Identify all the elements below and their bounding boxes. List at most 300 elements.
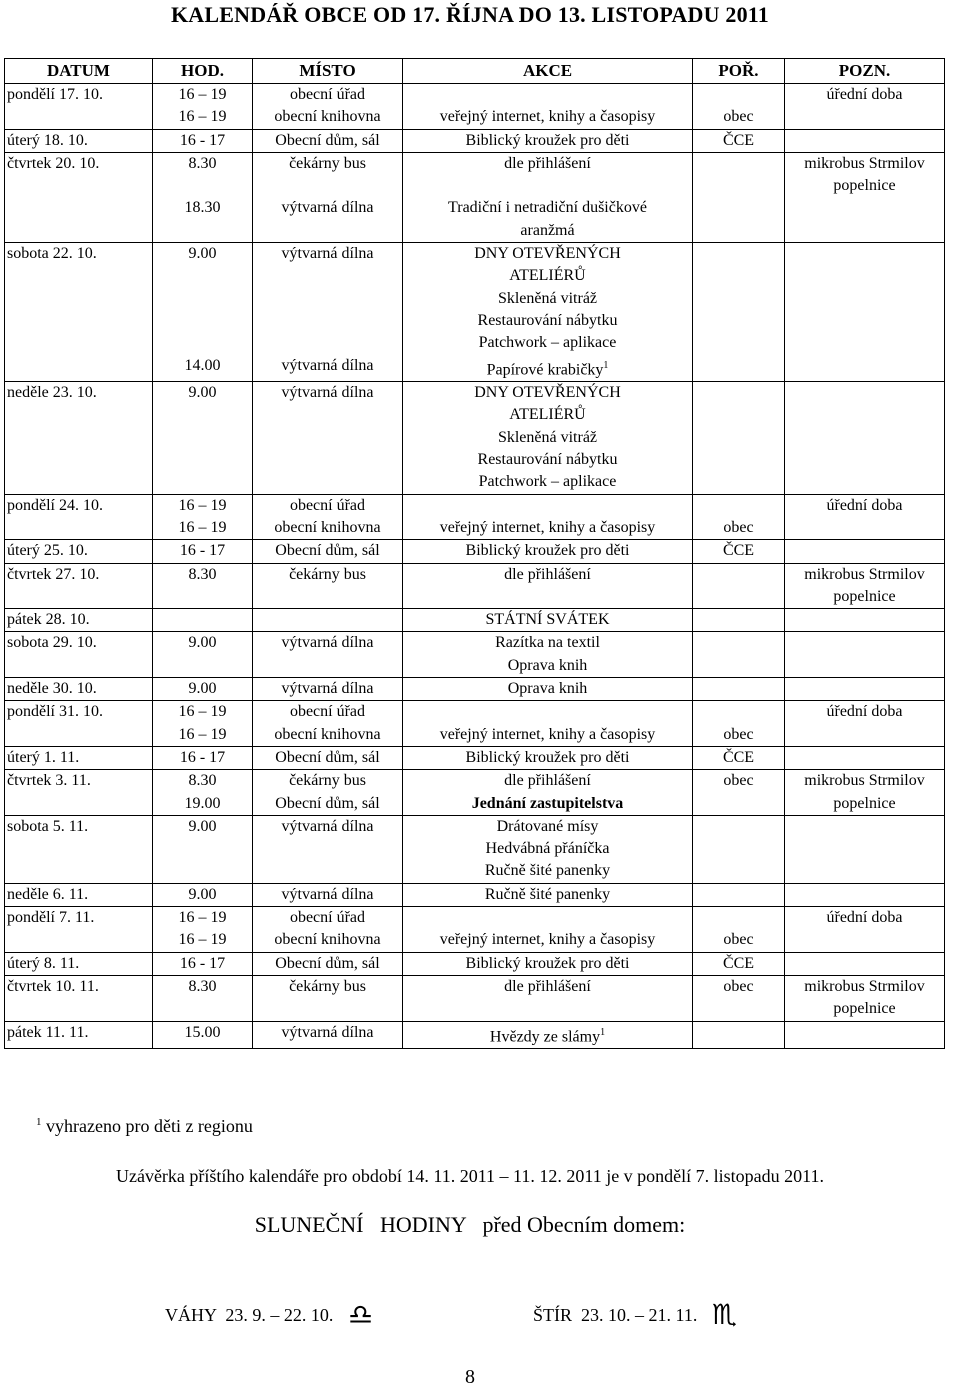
time-cell [153,609,253,632]
column-header-place: MÍSTO [253,59,403,84]
table-row [5,494,945,540]
event-cell-line: veřejný internet, knihy a časopisy [439,725,656,743]
table-row [5,975,945,1021]
event-cell [403,701,693,747]
place-cell [253,952,403,975]
time-cell-line: 9.00 [188,634,217,652]
place-cell-line [255,609,400,631]
table-row [5,382,945,494]
place-cell-line: Obecní dům, sál [275,748,380,766]
note-cell [785,563,945,609]
organizer-cell-line: obec [723,518,754,536]
time-cell-line: 16 – 19 [178,703,227,721]
event-cell-line: veřejný internet, knihy a časopisy [439,518,656,536]
place-cell [253,632,403,678]
page-title: KALENDÁŘ OBCE OD 17. ŘÍJNA DO 13. LISTOPADU 2011 [171,2,769,27]
note-cell-line: úřední doba [826,909,903,927]
table-row [5,952,945,975]
date-cell: úterý 8. 11. [5,952,153,975]
time-cell-line: 16 – 19 [178,108,227,126]
note-cell [785,152,945,242]
event-cell [403,770,693,816]
event-cell-line: DNY OTEVŘENÝCH [474,245,621,263]
time-cell-line: 16 - 17 [179,954,226,972]
table-row [5,770,945,816]
date-cell: čtvrtek 27. 10. [5,563,153,609]
event-cell [403,84,693,130]
place-cell-line: obecní úřad [289,496,366,514]
note-cell [785,678,945,701]
place-cell [253,883,403,906]
column-header-event: AKCE [403,59,693,84]
time-cell-line: 8.30 [188,977,217,995]
event-cell-line: DNY OTEVŘENÝCH [474,384,621,402]
place-cell-line: čekárny bus [289,977,366,995]
calendar-table [4,58,945,1049]
event-cell [403,494,693,540]
time-cell-line: 18.30 [184,199,221,217]
note-cell-line: popelnice [833,794,896,812]
place-cell [253,84,403,130]
organizer-cell [693,975,785,1021]
date-cell: úterý 1. 11. [5,746,153,769]
event-cell [403,243,693,382]
time-cell [153,678,253,701]
place-cell-line: obecní úřad [289,909,366,927]
note-cell [785,382,945,494]
note-cell-line: popelnice [833,587,896,605]
time-cell [153,701,253,747]
organizer-cell [693,952,785,975]
place-cell [253,1021,403,1049]
organizer-cell [693,382,785,494]
event-cell [403,1021,693,1049]
date-cell: sobota 5. 11. [5,815,153,883]
event-cell-line: dle přihlášení [504,977,591,995]
time-cell-line: 9.00 [188,384,217,402]
note-cell-line [787,884,942,906]
time-cell [153,952,253,975]
organizer-cell [693,243,785,382]
event-cell-line: Ručně šité panenky [484,885,611,903]
place-cell-line: Obecní dům, sál [275,954,380,972]
time-cell-line: 8.30 [188,772,217,790]
note-cell [785,907,945,953]
event-cell [403,975,693,1021]
organizer-cell-line: obec [723,108,754,126]
date-cell: úterý 18. 10. [5,129,153,152]
time-cell-line: 9.00 [188,817,217,835]
note-cell [785,540,945,563]
place-cell [253,540,403,563]
place-cell-line [255,332,400,354]
event-cell-line [405,701,690,723]
organizer-cell-line: ČCE [722,542,755,560]
time-cell [153,632,253,678]
place-cell-line [255,288,400,310]
time-cell-line: 8.30 [188,565,217,583]
note-cell-line [787,678,942,700]
place-cell [253,129,403,152]
column-header-time: HOD. [153,59,253,84]
note-cell-line [787,382,942,404]
event-cell-line: Skleněná vitráž [497,428,598,446]
place-cell-line: obecní knihovna [274,931,381,949]
organizer-cell-line [695,84,782,106]
time-cell [153,563,253,609]
place-cell [253,152,403,242]
place-cell-line: výtvarná dílna [281,885,374,903]
organizer-cell [693,883,785,906]
place-cell-line [255,310,400,332]
time-cell-line: 16 – 19 [178,86,227,103]
event-cell-line: ATELIÉRŮ [509,406,586,424]
event-cell [403,382,693,494]
time-cell [153,84,253,130]
place-cell-line: obecní knihovna [274,108,381,126]
time-cell [153,815,253,883]
date-cell: úterý 25. 10. [5,540,153,563]
footnote [36,1116,253,1137]
date-cell: pondělí 17. 10. [5,84,153,130]
event-cell [403,907,693,953]
place-cell [253,243,403,382]
note-cell [785,243,945,382]
date-cell: neděle 30. 10. [5,678,153,701]
time-cell-line: 16 – 19 [178,518,227,536]
organizer-cell-line: obec [723,772,754,790]
place-cell [253,701,403,747]
note-cell-line [787,243,942,265]
event-cell-line: Biblický kroužek pro děti [465,131,630,149]
place-cell [253,746,403,769]
event-cell-line: Biblický kroužek pro děti [465,954,630,972]
date-cell: čtvrtek 10. 11. [5,975,153,1021]
time-cell-line: 19.00 [184,794,221,812]
note-cell [785,952,945,975]
time-cell-line: 16 – 19 [178,909,227,927]
footnote-reference: 1 [603,359,609,371]
event-cell-line: Jednání zastupitelstva [471,794,624,812]
date-cell: pátek 28. 10. [5,609,153,632]
place-cell [253,907,403,953]
event-cell-line: Biblický kroužek pro děti [465,748,630,766]
event-cell [403,952,693,975]
place-cell-line: obecní úřad [289,703,366,721]
time-cell-line [155,609,250,631]
event-cell-line: Hedvábná přáníčka [485,840,610,858]
organizer-cell [693,1021,785,1049]
place-cell-line: výtvarná dílna [281,245,374,263]
calendar-body [5,84,945,1049]
time-cell-line: 16 - 17 [179,542,226,560]
event-cell-line: Patchwork – aplikace [478,334,617,352]
place-cell [253,382,403,494]
event-cell [403,152,693,242]
event-cell-line: Oprava knih [507,656,588,674]
page-number: 8 [465,1366,475,1388]
time-cell [153,243,253,382]
zodiac-scorpio [533,1298,737,1331]
note-cell-line: mikrobus Strmilov [804,154,925,172]
column-header-organizer: POŘ. [693,59,785,84]
table-row [5,883,945,906]
note-cell-line [787,632,942,654]
organizer-cell-line: ČCE [722,954,755,972]
event-cell [403,609,693,632]
note-cell [785,632,945,678]
organizer-cell-line: ČCE [722,748,755,766]
zodiac-libra-text: VÁHY 23. 9. – 22. 10. [165,1305,334,1325]
organizer-cell-line [695,382,782,404]
time-cell-line: 16 - 17 [179,131,226,149]
organizer-cell-line [695,609,782,631]
note-cell [785,129,945,152]
note-cell-line [787,747,942,769]
place-cell-line [255,175,400,197]
organizer-cell-line: obec [723,977,754,995]
place-cell-line: obecní knihovna [274,725,381,743]
organizer-cell-line [695,701,782,723]
time-cell [153,975,253,1021]
organizer-cell [693,152,785,242]
date-cell: sobota 29. 10. [5,632,153,678]
note-cell-line [787,953,942,975]
time-cell [153,770,253,816]
header-row [5,59,945,84]
place-cell-line: výtvarná dílna [281,384,374,402]
organizer-cell [693,494,785,540]
time-cell-line: 8.30 [188,154,217,172]
event-cell-line: aranžmá [520,221,575,239]
event-cell-line: Tradiční i netradiční dušičkové [448,199,647,217]
event-text: Hvězdy ze slámy [489,1027,601,1045]
organizer-cell-line [695,153,782,175]
table-row [5,1021,945,1049]
place-cell-line: obecní knihovna [274,518,381,536]
organizer-cell [693,770,785,816]
organizer-cell-line [695,243,782,265]
date-cell: neděle 6. 11. [5,883,153,906]
note-cell [785,701,945,747]
event-cell-line: Oprava knih [507,680,588,698]
organizer-cell [693,609,785,632]
date-cell: sobota 22. 10. [5,243,153,382]
table-row [5,815,945,883]
note-cell [785,883,945,906]
time-cell [153,746,253,769]
note-cell [785,815,945,883]
time-cell-line [155,332,250,354]
note-cell-line: úřední doba [826,703,903,721]
deadline-note: Uzávěrka příštího kalendáře pro období 14. 11. 2011 – 11. 12. 2011 je v pondělí 7. listopadu 2011. [115,1166,825,1186]
organizer-cell-line: ČCE [722,131,755,149]
event-cell-line: Ručně šité panenky [484,862,611,880]
event-cell-line: Patchwork – aplikace [478,473,617,491]
note-cell [785,746,945,769]
footnote-text: vyhrazeno pro děti z regionu [46,1116,253,1136]
table-row [5,701,945,747]
organizer-cell [693,678,785,701]
place-cell [253,563,403,609]
event-cell-line: Drátované mísy [496,817,599,835]
note-cell-line: mikrobus Strmilov [804,977,925,995]
date-cell: pondělí 31. 10. [5,701,153,747]
place-cell-line: Obecní dům, sál [275,794,380,812]
note-cell-line: popelnice [833,177,896,195]
note-cell [785,770,945,816]
place-cell-line: výtvarná dílna [281,817,374,835]
place-cell-line: čekárny bus [289,565,366,583]
place-cell [253,678,403,701]
organizer-cell-line [695,564,782,586]
organizer-cell [693,540,785,563]
table-row [5,746,945,769]
table-row [5,243,945,382]
time-cell [153,494,253,540]
organizer-cell [693,815,785,883]
place-cell-line: výtvarná dílna [281,634,374,652]
table-row [5,152,945,242]
event-cell-line: Skleněná vitráž [497,289,598,307]
note-cell [785,1021,945,1049]
footnote-reference: 1 [600,1026,606,1038]
time-cell-line: 16 – 19 [178,725,227,743]
event-cell-line: Biblický kroužek pro děti [465,542,630,560]
libra-icon: ♎ [347,1298,373,1331]
event-cell-line: Razítka na textil [495,634,600,652]
organizer-cell-line [695,495,782,517]
place-cell [253,770,403,816]
note-cell-line [787,540,942,562]
time-cell-line: 15.00 [184,1023,221,1041]
place-cell-line: čekárny bus [289,154,366,172]
time-cell-line [155,175,250,197]
note-cell [785,494,945,540]
organizer-cell [693,746,785,769]
event-cell-line [405,495,690,517]
event-cell-line [405,1022,690,1049]
sundial-heading: SLUNEČNÍ HODINY před Obecním domem: [254,1212,686,1237]
time-cell-line: 9.00 [188,245,217,263]
organizer-cell [693,563,785,609]
column-header-note: POZN. [785,59,945,84]
event-cell-line: dle přihlášení [504,154,591,172]
event-cell [403,746,693,769]
time-cell [153,540,253,563]
time-cell-line [155,220,250,242]
place-cell-line: výtvarná dílna [281,199,374,217]
place-cell-line: výtvarná dílna [281,1023,374,1041]
organizer-cell [693,632,785,678]
event-cell [403,632,693,678]
date-cell: pondělí 7. 11. [5,907,153,953]
note-cell-line [787,1022,942,1044]
time-cell-line: 16 - 17 [179,748,226,766]
event-cell [403,815,693,883]
place-cell-line: Obecní dům, sál [275,131,380,149]
event-cell [403,563,693,609]
time-cell-line [155,265,250,287]
event-cell-line: Restaurování nábytku [477,451,618,469]
event-cell [403,678,693,701]
note-cell-line [787,609,942,631]
place-cell-line: obecní úřad [289,86,366,103]
date-cell: neděle 23. 10. [5,382,153,494]
place-cell-line: čekárny bus [289,772,366,790]
note-cell [785,975,945,1021]
event-cell [403,129,693,152]
place-cell [253,815,403,883]
event-cell-line: veřejný internet, knihy a časopisy [439,108,656,126]
place-cell-line [255,220,400,242]
time-cell [153,152,253,242]
organizer-cell [693,701,785,747]
time-cell [153,907,253,953]
footnote-mark: 1 [36,1116,42,1128]
table-row [5,84,945,130]
note-cell [785,609,945,632]
event-text: Papírové krabičky [486,360,604,378]
date-cell: čtvrtek 3. 11. [5,770,153,816]
place-cell-line [255,265,400,287]
event-cell-line: dle přihlášení [504,565,591,583]
event-cell-line: STÁTNÍ SVÁTEK [485,611,610,629]
time-cell-line: 14.00 [184,356,221,374]
time-cell [153,129,253,152]
organizer-cell-line [695,678,782,700]
column-header-date: DATUM [5,59,153,84]
note-cell-line: mikrobus Strmilov [804,772,925,790]
time-cell-line: 16 – 19 [178,931,227,949]
table-row [5,609,945,632]
organizer-cell-line [695,632,782,654]
table-row [5,540,945,563]
event-cell-line [405,355,690,382]
event-cell-line [405,907,690,929]
organizer-cell-line [695,907,782,929]
note-cell-line: popelnice [833,1000,896,1018]
note-cell-line: úřední doba [826,496,903,514]
date-cell: čtvrtek 20. 10. [5,152,153,242]
scorpio-icon: ♏ [711,1298,737,1331]
note-cell-line [787,816,942,838]
time-cell-line [155,288,250,310]
place-cell [253,609,403,632]
note-cell-line [787,130,942,152]
organizer-cell-line [695,816,782,838]
time-cell-line: 9.00 [188,680,217,698]
organizer-cell-line: obec [723,725,754,743]
place-cell-line: výtvarná dílna [281,356,374,374]
organizer-cell [693,129,785,152]
table-row [5,678,945,701]
event-cell-line: Restaurování nábytku [477,311,618,329]
note-cell [785,84,945,130]
time-cell [153,382,253,494]
zodiac-scorpio-text: ŠTÍR 23. 10. – 21. 11. [533,1305,698,1325]
organizer-cell-line [695,884,782,906]
date-cell: pátek 11. 11. [5,1021,153,1049]
event-cell-line: dle přihlášení [504,772,591,790]
time-cell [153,883,253,906]
event-cell-line: ATELIÉRŮ [509,267,586,285]
place-cell [253,975,403,1021]
event-cell-line [405,84,690,106]
event-cell [403,883,693,906]
time-cell-line: 9.00 [188,885,217,903]
table-row [5,632,945,678]
